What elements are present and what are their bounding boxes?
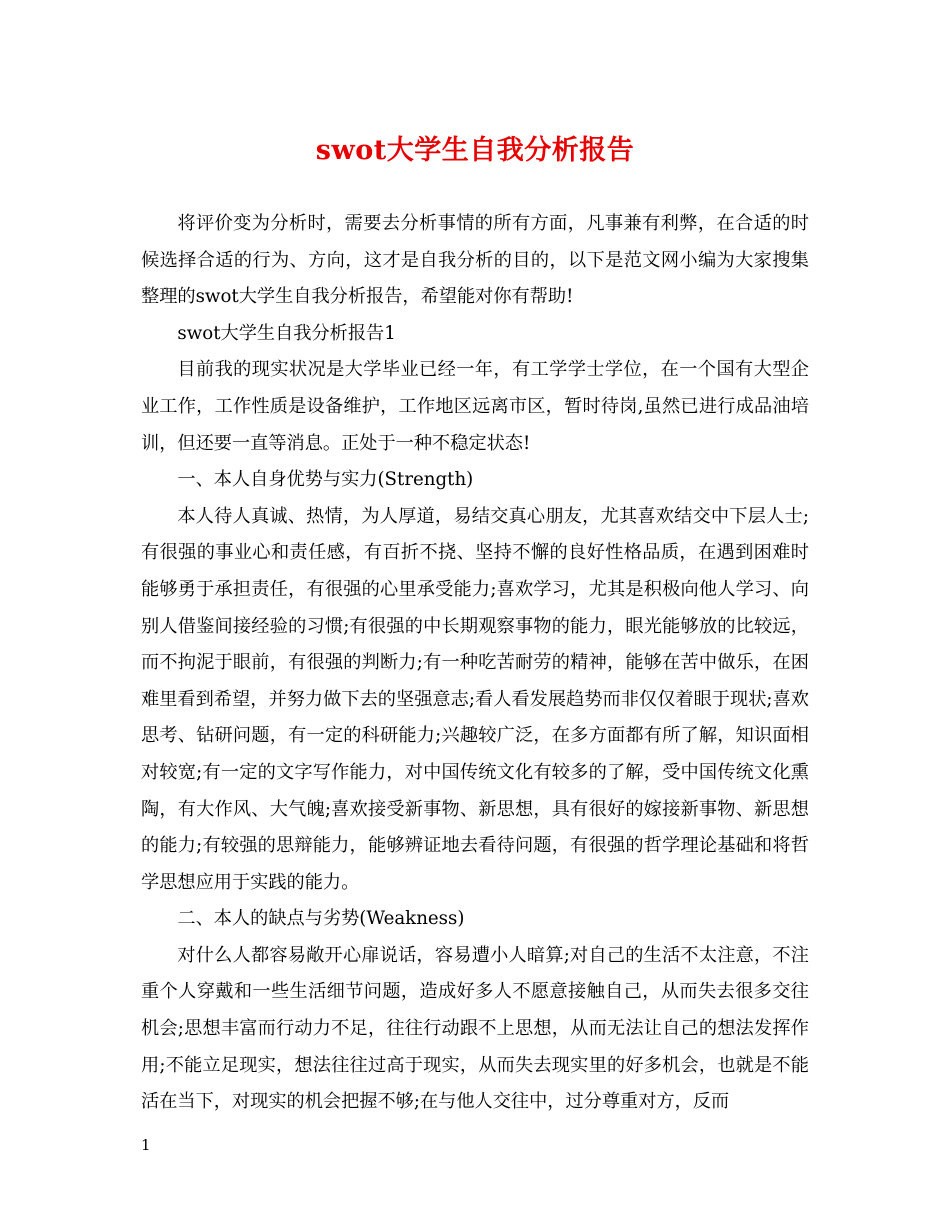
document-title: swot大学生自我分析报告 bbox=[315, 135, 635, 166]
page-number: 1 bbox=[141, 1136, 151, 1154]
section-heading-weakness: 二、本人的缺点与劣势(Weakness) bbox=[177, 908, 465, 930]
weakness-paragraph: 对什么人都容易敞开心扉说话，容易遭小人暗算;对自己的生活不太注意，不注重个人穿戴和一些生活细节问题，造成好多人不愿意接触自己，从而失去很多交往机会;思想丰富而行动力不足，往往行动跟不上思想，从而无法让自己的想法发挥作用;不能立足现实，想法往往过高于现实，从而失去现实里的好多机会，也就是不能活在当下，对现实的机会把握不够;在与他人交往中，过分尊重对方，反而 bbox=[141, 944, 809, 1113]
intro-paragraph: 将评价变为分析时，需要去分析事情的所有方面，凡事兼有利弊，在合适的时候选择合适的行为、方向，这才是自我分析的目的，以下是范文网小编为大家搜集整理的swot大学生自我分析报告，希望能对你有帮助! bbox=[141, 213, 809, 308]
strength-paragraph: 本人待人真诚、热情，为人厚道，易结交真心朋友，尤其喜欢结交中下层人士;有很强的事业心和责任感，有百折不挠、坚持不懈的良好性格品质，在遇到困难时能够勇于承担责任，有很强的心里承受能力;喜欢学习，尤其是积极向他人学习、向别人借鉴间接经验的习惯;有很强的中长期观察事物的能力，眼光能够放的比较远，而不拘泥于眼前，有很强的判断力;有一种吃苦耐劳的精神，能够在苦中做乐，在困难里看到希望，并努力做下去的坚强意志;看人看发展趋势而非仅仅着眼于现状;喜欢思考、钻研问题，有一定的科研能力;兴趣较广泛，在多方面都有所了解，知识面相对较宽;有一定的文字写作能力，对中国传统文化有较多的了解，受中国传统文化熏陶，有大作风、大气魄;喜欢接受新事物、新思想，具有很好的嫁接新事物、新思想的能力;有较强的思辩能力，能够辨证地去看待问题，有很强的哲学理论基础和将哲学思想应用于实践的能力。 bbox=[141, 505, 809, 893]
document-body bbox=[141, 206, 809, 1121]
current-situation-paragraph: 目前我的现实状况是大学毕业已经一年，有工学学士学位，在一个国有大型企业工作，工作性质是设备维护，工作地区远离市区，暂时待岗,虽然已进行成品油培训，但还要一直等消息。正处于一种不稳定状态! bbox=[141, 359, 809, 454]
section-heading-report-1: swot大学生自我分析报告1 bbox=[177, 322, 396, 344]
section-heading-strength: 一、本人自身优势与实力(Strength) bbox=[177, 469, 474, 491]
